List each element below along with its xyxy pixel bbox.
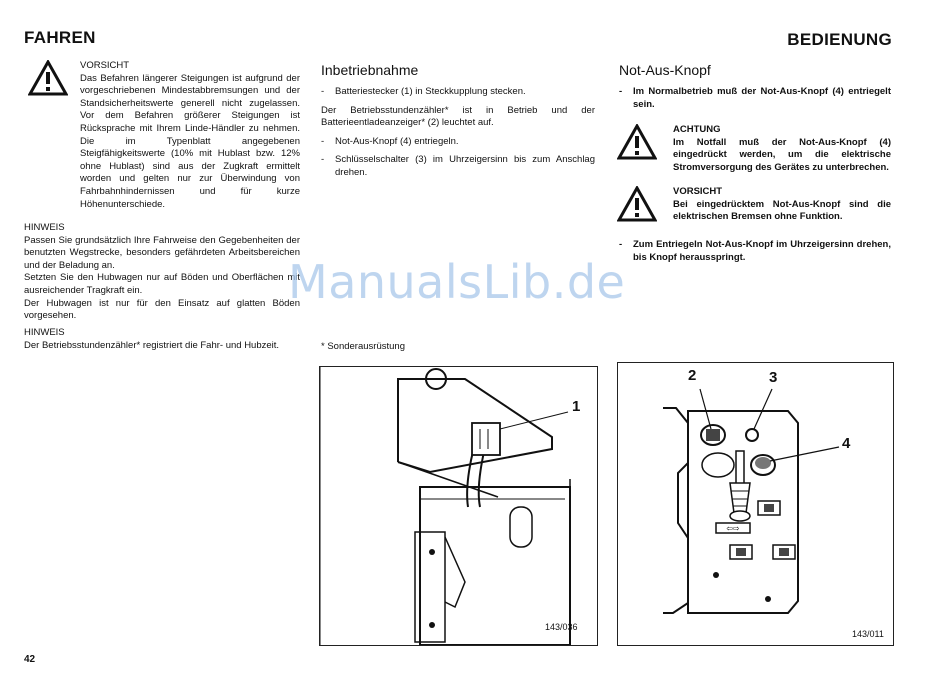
footnote: * Sonderausrüstung <box>321 341 405 352</box>
warning-triangle-icon <box>617 186 657 227</box>
caution-text: Bei eingedrücktem Not-Aus-Knopf sind die elektrischen Bremsen ohne Funktion. <box>673 198 891 223</box>
callout-4: 4 <box>842 435 851 452</box>
hint-text: Setzten Sie den Hubwagen nur auf Böden und Oberflächen mit ausreichender Tragkraft ein. <box>24 272 300 296</box>
figure-control-panel <box>617 362 894 646</box>
callout-2: 2 <box>688 367 697 384</box>
unlock-step: - Zum Entriegeln Not-Aus-Knopf im Uhrzeigersinn drehen, bis Knopf herausspringt. <box>619 239 891 263</box>
caution-block <box>80 60 300 211</box>
callout-1: 1 <box>572 398 581 415</box>
svg-text:⇦⇨: ⇦⇨ <box>726 524 740 533</box>
attention-label: ACHTUNG <box>673 124 721 135</box>
warning-triangle-icon <box>28 60 68 101</box>
caution-block-right <box>673 186 891 224</box>
callout-3: 3 <box>769 369 778 386</box>
step-text: Batteriestecker (1) in Steckkupplung stecken. <box>335 86 526 97</box>
section-title-fahren: FAHREN <box>24 28 96 47</box>
attention-block <box>673 124 891 174</box>
watermark: ManualsLib.de <box>288 255 626 309</box>
caution-text: Das Befahren längerer Steigungen ist aufgrund der vorgeschriebenen Mindestabbremsungen und der Standsicherheitswerte generell nicht zugelassen. Vor dem Befahren größerer Steigungen ist Rücksprache mit Ihrem Linde-Händler zu nehmen. Die im Typenblatt angegebenen Steigfähigkeitswerte (10% mit Hublast bzw. 12% ohne Hublast) sind aus der Zugkraft ermittelt worden und gelten nur zur Überwindung von Fahrbahnhindernissen und für kurze Höhenunterschiede. <box>80 72 300 210</box>
step-text: Im Normalbetrieb muß der Not-Aus-Knopf (4) entriegelt sein. <box>633 86 891 110</box>
figure-code: 143/036 <box>545 622 578 632</box>
step-text: Schlüsselschalter (3) im Uhrzeigersinn bis zum Anschlag drehen. <box>335 154 595 178</box>
info-paragraph: Der Betriebsstundenzähler* ist in Betrieb und der Batterieentladeanzeiger* (2) leuchtet auf. <box>321 104 595 129</box>
hint-block-2 <box>24 327 300 352</box>
attention-text: Im Notfall muß der Not-Aus-Knopf (4) eingedrückt werden, um die elektrische Stromversorgung des Gerätes zu unterbrechen. <box>673 136 891 173</box>
caution-label: VORSICHT <box>80 60 130 71</box>
caution-label: VORSICHT <box>673 186 723 197</box>
control-panel-illustration <box>618 363 893 645</box>
battery-plug-illustration <box>320 367 597 645</box>
figure-code: 143/011 <box>852 629 884 639</box>
normal-operation-step: - Im Normalbetrieb muß der Not-Aus-Knopf (4) entriegelt sein. <box>619 86 891 110</box>
figure-battery-plug <box>319 366 598 646</box>
hint-block-1 <box>24 222 300 323</box>
hint-label: HINWEIS <box>24 222 65 233</box>
heading-not-aus-knopf: Not-Aus-Knopf <box>619 62 711 78</box>
section-title-bedienung: BEDIENUNG <box>787 30 892 49</box>
step-text: Not-Aus-Knopf (4) entriegeln. <box>335 135 459 147</box>
heading-inbetriebnahme: Inbetriebnahme <box>321 62 419 78</box>
hint-text: Passen Sie grundsätzlich Ihre Fahrweise den Gegebenheiten der benutzten Wegstrecke, besonders gefährdeten Arbeitsbereichen und der Beladung an. <box>24 234 300 271</box>
hint-label: HINWEIS <box>24 327 65 338</box>
hint-text: Der Betriebsstundenzähler* registriert die Fahr- und Hubzeit. <box>24 339 280 351</box>
warning-triangle-icon <box>617 124 657 165</box>
step-text: Zum Entriegeln Not-Aus-Knopf im Uhrzeigersinn drehen, bis Knopf herausspringt. <box>633 239 891 263</box>
middle-instructions: - Batteriestecker (1) in Steckkupplung stecken. Der Betriebsstundenzähler* ist in Betrieb und der Batterieentladeanzeiger* (2) leuchtet auf. - Not-Aus-Knopf (4) entriegeln. - Schlüsselschalter (3) im Uhrzeigersinn bis zum Anschlag drehen. <box>321 86 595 178</box>
page-number: 42 <box>24 654 36 665</box>
hint-text: Der Hubwagen ist nur für den Einsatz auf glatten Böden vorgesehen. <box>24 297 300 322</box>
